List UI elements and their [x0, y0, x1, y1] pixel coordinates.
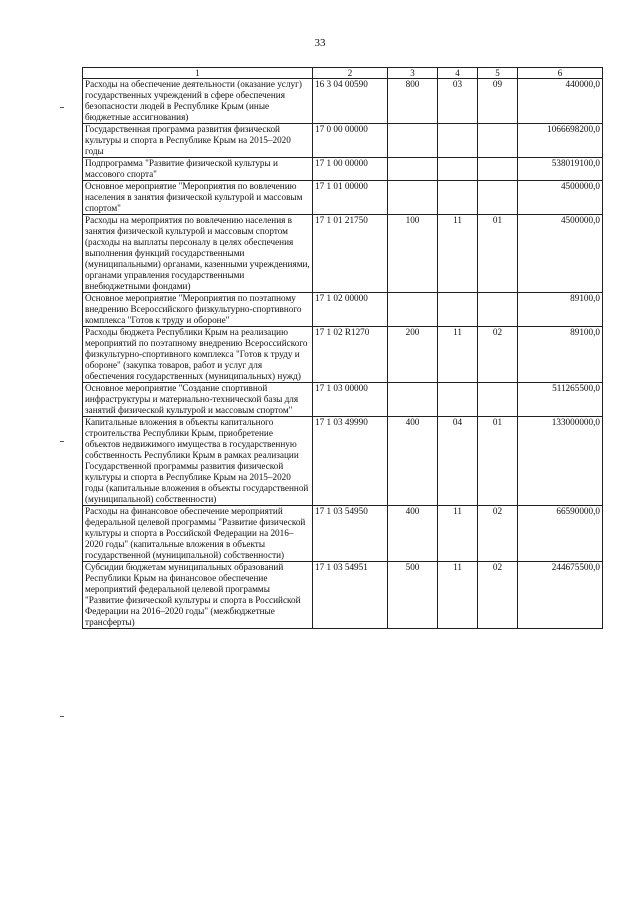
expense-name: Основное мероприятие "Мероприятия по поэтапному внедрению Всероссийского физкультурно-спортивного комплекса "Готов к труду и обороне" [83, 293, 313, 327]
section-code: 11 [438, 215, 478, 293]
column-header: 3 [388, 68, 438, 79]
expense-name: Государственная программа развития физической культуры и спорта в Республике Крым на 2015–2020 годы [83, 124, 313, 158]
amount: 89100,0 [518, 327, 603, 383]
column-header: 6 [518, 68, 603, 79]
subsection-code [478, 293, 518, 327]
margin-mark [60, 441, 64, 442]
expense-type-code: 500 [388, 562, 438, 629]
target-article-code: 17 1 03 49990 [313, 417, 388, 506]
table-row [83, 417, 603, 506]
expense-type-code: 400 [388, 417, 438, 506]
expense-name: Расходы на финансовое обеспечение мероприятий федеральной целевой программы "Развитие физической культуры и спорта в Российской Федерации на 2016–2020 годы" (капитальные вложения в объекты государственной (муниципальной) собственности) [83, 506, 313, 562]
subsection-code: 01 [478, 215, 518, 293]
subsection-code: 01 [478, 417, 518, 506]
margin-mark [60, 107, 64, 108]
expense-type-code: 100 [388, 215, 438, 293]
amount: 89100,0 [518, 293, 603, 327]
section-code [438, 293, 478, 327]
amount: 244675500,0 [518, 562, 603, 629]
expense-name: Основное мероприятие "Создание спортивной инфраструктуры и материально-технической базы для занятий физической культурой и массовым спортом" [83, 383, 313, 417]
subsection-code [478, 158, 518, 181]
target-article-code: 17 1 03 00000 [313, 383, 388, 417]
subsection-code [478, 124, 518, 158]
amount: 538019100,0 [518, 158, 603, 181]
expense-type-code [388, 383, 438, 417]
table-row [83, 383, 603, 417]
column-header: 4 [438, 68, 478, 79]
column-header: 2 [313, 68, 388, 79]
subsection-code: 02 [478, 327, 518, 383]
expense-name: Расходы на обеспечение деятельности (оказание услуг) государственных учреждений в сфере обеспечения безопасности людей в Республике Крым (иные бюджетные ассигнования) [83, 79, 313, 124]
expense-type-code [388, 124, 438, 158]
table-row [83, 506, 603, 562]
target-article-code: 17 1 01 21750 [313, 215, 388, 293]
amount: 4500000,0 [518, 215, 603, 293]
expense-name: Подпрограмма "Развитие физической культуры и массового спорта" [83, 158, 313, 181]
amount: 133000000,0 [518, 417, 603, 506]
amount: 66590000,0 [518, 506, 603, 562]
section-code: 11 [438, 506, 478, 562]
section-code [438, 181, 478, 215]
table-row [83, 181, 603, 215]
amount: 440000,0 [518, 79, 603, 124]
page-number: 33 [314, 37, 326, 49]
section-code: 11 [438, 562, 478, 629]
table-row [83, 124, 603, 158]
table-row [83, 327, 603, 383]
section-code: 11 [438, 327, 478, 383]
section-code: 04 [438, 417, 478, 506]
table-row [83, 79, 603, 124]
expense-name: Расходы бюджета Республики Крым на реализацию мероприятий по поэтапному внедрению Всероссийского физкультурно-спортивного комплекса "Готов к труду и обороне" (закупка товаров, работ и услуг для обеспечения государственных (муниципальных) нужд) [83, 327, 313, 383]
target-article-code: 17 1 01 00000 [313, 181, 388, 215]
expense-type-code [388, 181, 438, 215]
target-article-code: 16 3 04 00590 [313, 79, 388, 124]
expense-type-code [388, 293, 438, 327]
amount: 4500000,0 [518, 181, 603, 215]
expense-name: Субсидии бюджетам муниципальных образований Республики Крым на финансовое обеспечение мероприятий федеральной целевой программы "Развитие физической культуры и спорта в Российской Федерации на 2016–2020 годы" (межбюджетные трансферты) [83, 562, 313, 629]
target-article-code: 17 1 02 00000 [313, 293, 388, 327]
section-code [438, 124, 478, 158]
section-code [438, 383, 478, 417]
column-header: 5 [478, 68, 518, 79]
subsection-code: 02 [478, 562, 518, 629]
table-row [83, 293, 603, 327]
column-header: 1 [83, 68, 313, 79]
table-row [83, 158, 603, 181]
budget-table [82, 67, 603, 629]
expense-name: Капитальные вложения в объекты капитального строительства Республики Крым, приобретение объектов недвижимого имущества в государственную собственность Республики Крым в рамках реализации Государственной программы развития физической культуры и спорта в Республике Крым на 2015–2020 годы (капитальные вложения в объекты государственной (муниципальной) собственности) [83, 417, 313, 506]
section-code [438, 158, 478, 181]
section-code: 03 [438, 79, 478, 124]
table-row [83, 215, 603, 293]
target-article-code: 17 1 03 54950 [313, 506, 388, 562]
expense-name: Основное мероприятие "Мероприятия по вовлечению населения в занятия физической культурой и массовым спортом" [83, 181, 313, 215]
amount: 511265500,0 [518, 383, 603, 417]
amount: 1066698200,0 [518, 124, 603, 158]
expense-type-code: 400 [388, 506, 438, 562]
target-article-code: 17 0 00 00000 [313, 124, 388, 158]
expense-name: Расходы на мероприятия по вовлечению населения в занятия физической культурой и массовым спортом (расходы на выплаты персоналу в целях обеспечения выполнения функций государственными (муниципальными) органами, казенными учреждениями, органами управления государственными внебюджетными фондами) [83, 215, 313, 293]
margin-mark [60, 716, 64, 717]
expense-type-code [388, 158, 438, 181]
subsection-code [478, 383, 518, 417]
expense-type-code: 200 [388, 327, 438, 383]
table-row [83, 562, 603, 629]
header-row [83, 68, 603, 79]
target-article-code: 17 1 00 00000 [313, 158, 388, 181]
target-article-code: 17 1 03 54951 [313, 562, 388, 629]
target-article-code: 17 1 02 R1270 [313, 327, 388, 383]
expense-type-code: 800 [388, 79, 438, 124]
subsection-code: 09 [478, 79, 518, 124]
subsection-code [478, 181, 518, 215]
subsection-code: 02 [478, 506, 518, 562]
